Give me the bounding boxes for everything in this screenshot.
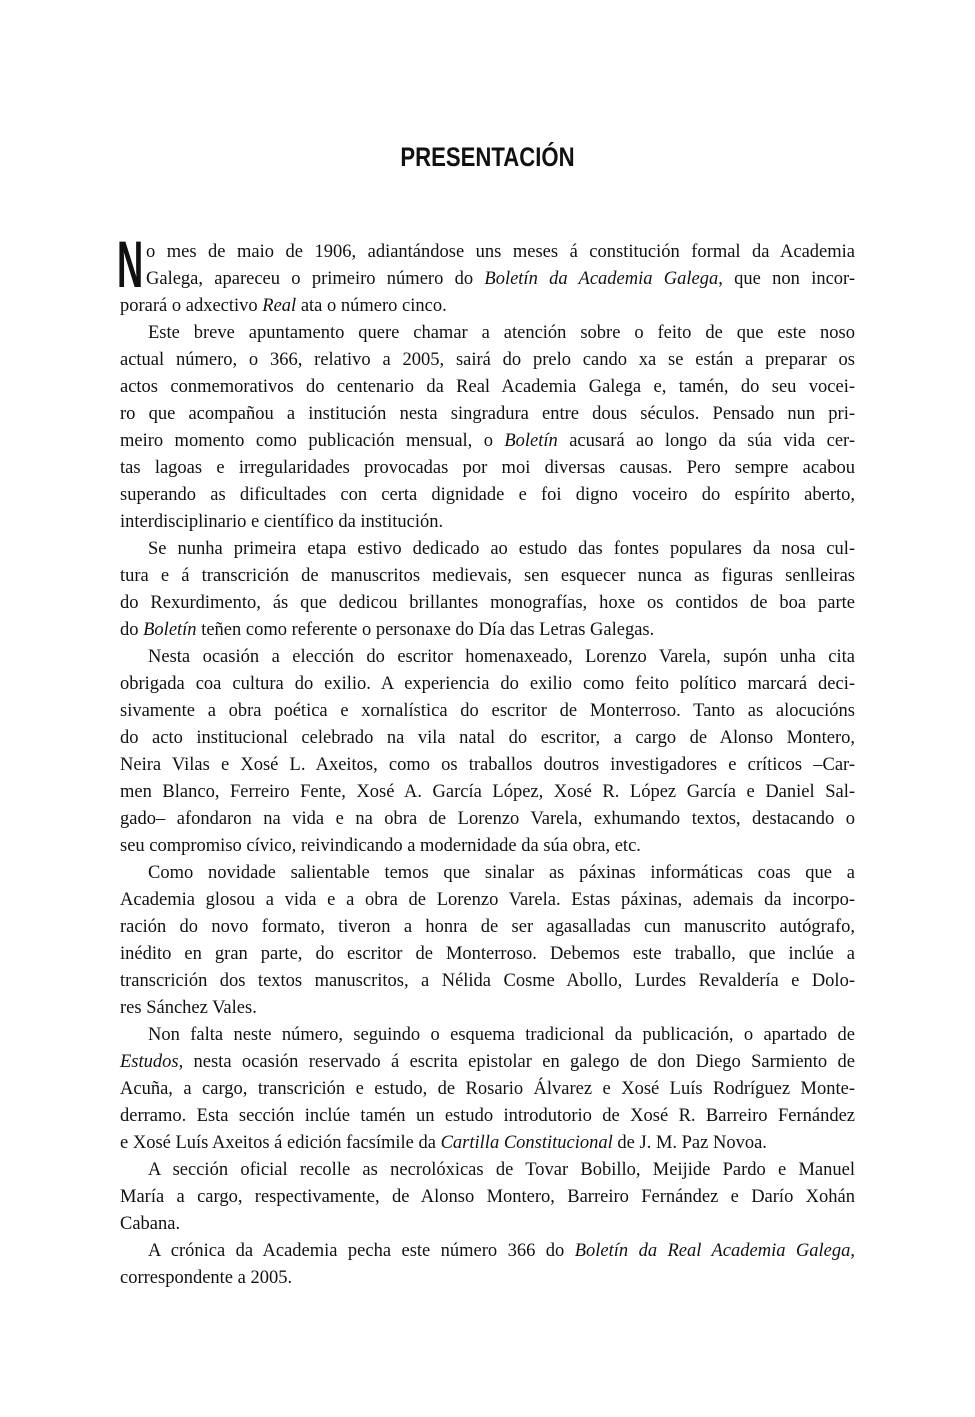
text-segment: Este breve apuntamento quere chamar a atención sobre o feito de que este noso: [148, 323, 855, 343]
text-line: [120, 1049, 855, 1076]
text-line: [120, 806, 855, 833]
text-line: [148, 536, 855, 563]
text-line: [120, 833, 855, 860]
text-segment: transcrición dos textos manuscritos, a Nélida Cosme Abollo, Lurdes Revaldería e Dolo-: [120, 971, 855, 991]
text-segment: res Sánchez Vales.: [120, 998, 257, 1018]
text-line: [120, 482, 855, 509]
text-line: [120, 995, 855, 1022]
italic-text: Estudos: [120, 1052, 179, 1072]
text-segment: porará o adxectivo: [120, 296, 263, 316]
text-line: [120, 347, 855, 374]
text-segment: ata o número cinco.: [296, 296, 447, 316]
text-segment: Acuña, a cargo, transcrición e estudo, de Rosario Álvarez e Xosé Luís Rodríguez Monte-: [120, 1079, 855, 1099]
text-segment: gado– afondaron na vida e na obra de Lorenzo Varela, exhumando textos, destacando o: [120, 809, 855, 829]
text-line: [120, 617, 855, 644]
text-line: [120, 887, 855, 914]
text-line: [120, 941, 855, 968]
text-segment: A crónica da Academia pecha este número 366 do: [148, 1241, 575, 1261]
text-line: [120, 1211, 855, 1238]
text-line: [148, 860, 855, 887]
text-segment: Cabana.: [120, 1214, 181, 1234]
text-segment: Como novidade salientable temos que sinalar as páxinas informáticas coas que a: [148, 863, 855, 883]
text-segment: e Xosé Luís Axeitos á edición facsímile da: [120, 1133, 441, 1153]
text-segment: actual número, o 366, relativo a 2005, sairá do prelo cando xa se están a preparar os: [120, 350, 855, 370]
text-line: [120, 590, 855, 617]
text-line: [120, 401, 855, 428]
text-line: [120, 509, 855, 536]
text-segment: tas lagoas e irregularidades provocadas por moi diversas causas. Pero sempre acabou: [120, 458, 855, 478]
text-line: [120, 1076, 855, 1103]
text-segment: de J. M. Paz Novoa.: [612, 1133, 767, 1153]
text-segment: do Rexurdimento, ás que dedicou brillantes monografías, hoxe os contidos de boa parte: [120, 593, 855, 613]
text-segment: superando as dificultades con certa dignidade e foi digno voceiro do espírito aberto,: [120, 485, 855, 505]
text-line: [120, 752, 855, 779]
italic-text: Boletín: [504, 431, 558, 451]
text-segment: derramo. Esta sección inclúe tamén un estudo introdutorio de Xosé R. Barreiro Fernández: [120, 1106, 855, 1126]
text-segment: teñen como referente o personaxe do Día das Letras Galegas.: [196, 620, 655, 640]
italic-text: Real: [262, 296, 297, 316]
text-line: [120, 455, 855, 482]
text-line: [148, 1238, 855, 1265]
italic-text: Boletín: [143, 620, 197, 640]
page-title: PRESENTACIÓN: [400, 142, 575, 172]
text-segment: Neira Vilas e Xosé L. Axeitos, como os traballos doutros investigadores e críticos –Car-: [120, 755, 855, 775]
italic-text: Boletín da Real Academia Galega: [574, 1241, 851, 1261]
text-segment: meiro momento como publicación mensual, o: [120, 431, 505, 451]
text-line: [120, 293, 855, 320]
text-line: [120, 968, 855, 995]
text-line: [148, 644, 855, 671]
text-segment: do acto institucional celebrado na vila natal do escritor, a cargo de Alonso Montero,: [120, 728, 855, 748]
text-segment: Se nunha primeira etapa estivo dedicado ao estudo das fontes populares da nosa cul-: [148, 539, 855, 559]
text-line: [120, 563, 855, 590]
text-line: [120, 1130, 855, 1157]
text-segment: inédito en gran parte, do escritor de Monterroso. Debemos este traballo, que inclúe a: [120, 944, 855, 964]
text-segment: o mes de maio de 1906, adiantándose uns meses á constitución formal da Academia: [146, 242, 855, 262]
text-line: [146, 239, 855, 266]
text-line: [148, 1022, 855, 1049]
text-segment: actos conmemorativos do centenario da Real Academia Galega e, tamén, do seu vocei-: [120, 377, 855, 397]
text-segment: obrigada coa cultura do exilio. A experiencia do exilio como feito político marcará deci-: [120, 674, 855, 694]
italic-text: Cartilla Constitucional: [440, 1133, 613, 1153]
text-segment: Non falta neste número, seguindo o esquema tradicional da publicación, o apartado de: [148, 1025, 855, 1045]
italic-text: Boletín da Academia Galega: [484, 269, 719, 289]
text-segment: interdisciplinario e científico da institución.: [120, 512, 444, 532]
text-segment: sivamente a obra poética e xornalística do escritor de Monterroso. Tanto as alocucións: [120, 701, 855, 721]
text-line: [120, 1184, 855, 1211]
text-line: [146, 266, 855, 293]
text-segment: María a cargo, respectivamente, de Alonso Montero, Barreiro Fernández e Darío Xohán: [120, 1187, 855, 1207]
text-line: [120, 914, 855, 941]
text-segment: seu compromiso cívico, reivindicando a modernidade da súa obra, etc.: [120, 836, 641, 856]
text-segment: A sección oficial recolle as necrolóxicas de Tovar Bobillo, Meijide Pardo e Manuel: [148, 1160, 855, 1180]
text-segment: do: [120, 620, 144, 640]
text-segment: ,: [850, 1241, 855, 1261]
text-segment: Nesta ocasión a elección do escritor homenaxeado, Lorenzo Varela, supón unha cita: [148, 647, 855, 667]
text-segment: Academia glosou a vida e a obra de Lorenzo Varela. Estas páxinas, ademais da incorpo-: [120, 890, 855, 910]
text-line: [120, 1103, 855, 1130]
text-line: [120, 1265, 855, 1292]
text-segment: men Blanco, Ferreiro Fente, Xosé A. García López, Xosé R. López García e Daniel Sal-: [120, 782, 855, 802]
text-line: [148, 320, 855, 347]
text-line: [120, 725, 855, 752]
text-line: [148, 1157, 855, 1184]
text-segment: acusará ao longo da súa vida cer-: [557, 431, 855, 451]
text-line: [120, 374, 855, 401]
drop-cap: N: [117, 227, 144, 301]
text-segment: ro que acompañou a institución nesta singradura entre dous séculos. Pensado nun pri-: [120, 404, 855, 424]
text-segment: , nesta ocasión reservado á escrita epistolar en galego de don Diego Sarmiento de: [178, 1052, 855, 1072]
text-segment: Galega, apareceu o primeiro número do: [146, 269, 485, 289]
text-line: [120, 698, 855, 725]
text-segment: , que non incor-: [718, 269, 855, 289]
text-line: [120, 428, 855, 455]
text-line: [120, 779, 855, 806]
text-segment: correspondente a 2005.: [120, 1268, 293, 1288]
text-segment: tura e á transcrición de manuscritos medievais, sen esquecer nunca as figuras senlleiras: [120, 566, 855, 586]
text-line: [120, 671, 855, 698]
text-segment: ración do novo formato, tiveron a honra de ser agasalladas cun manuscrito autógrafo,: [120, 917, 855, 937]
